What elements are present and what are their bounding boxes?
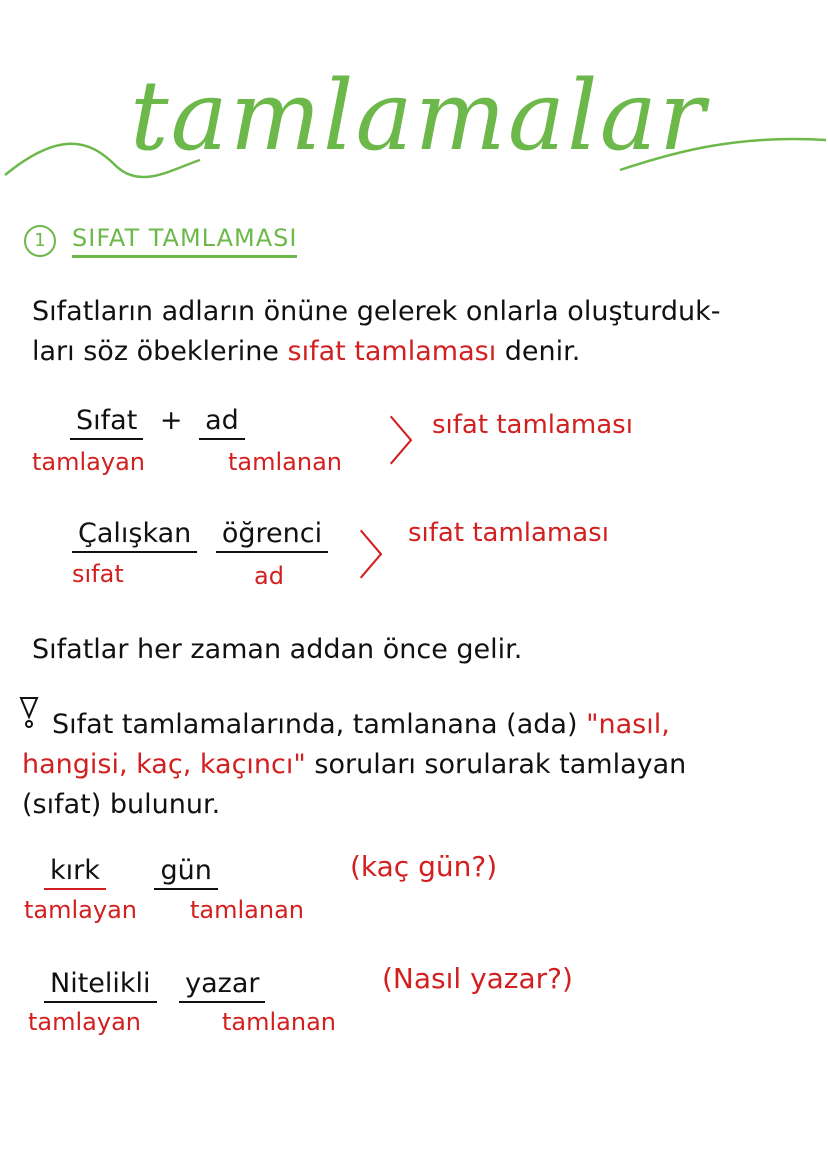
section-number-badge: 1 [24, 225, 56, 257]
example2-word-2: gün [154, 855, 217, 890]
example3-role-2: tamlanan [222, 1008, 336, 1036]
example1-word-1: Çalışkan [72, 518, 197, 553]
formula-role-1: tamlayan [32, 448, 145, 476]
example3-word-1: Nitelikli [44, 968, 157, 1003]
example2-role-2: tamlanan [190, 896, 304, 924]
example3-role-1: tamlayan [28, 1008, 141, 1036]
definition-line-2-suffix: denir. [504, 336, 581, 367]
definition-line-1: Sıfatların adların önüne gelerek onlarla oluşturduk- [32, 296, 721, 327]
note-line-1-prefix: Sıfat tamlamalarında, tamlanana (ada) [52, 709, 578, 740]
formula-brace: 〉 [388, 413, 441, 473]
example1-row [72, 518, 328, 549]
example1-role-1: sıfat [72, 560, 124, 588]
example2-row [44, 855, 218, 886]
note-line-2-quote: hangisi, kaç, kaçıncı" [22, 749, 306, 780]
note-line-1 [52, 705, 670, 745]
rule-text: Sıfatlar her zaman addan önce gelir. [32, 634, 523, 665]
example1-word-2: öğrenci [216, 518, 328, 553]
example2-question: (kaç gün?) [350, 850, 498, 883]
definition-line-2 [32, 332, 580, 372]
formula-row [70, 405, 245, 436]
note-line-2 [22, 745, 686, 785]
formula-role-2: tamlanan [228, 448, 342, 476]
formula-word-1: Sıfat [70, 405, 143, 440]
definition-line-2-prefix: ları söz öbeklerine [32, 336, 279, 367]
example2-word-1: kırk [44, 855, 106, 890]
formula-result: sıfat tamlaması [432, 410, 633, 440]
definition-term: sıfat tamlaması [287, 336, 497, 367]
example1-brace: 〉 [358, 527, 411, 587]
example2-role-1: tamlayan [24, 896, 137, 924]
example1-result: sıfat tamlaması [408, 518, 609, 548]
note-line-2-suffix: soruları sorularak tamlayan [314, 749, 687, 780]
example3-word-2: yazar [179, 968, 265, 1003]
formula-word-2: ad [199, 405, 245, 440]
page-title: tamlamalar [130, 60, 707, 172]
section-title: SIFAT TAMLAMASI [72, 224, 297, 258]
note-line-1-quote: "nasıl, [586, 709, 670, 740]
formula-plus: + [159, 405, 183, 436]
example3-row [44, 968, 265, 999]
example3-question: (Nasıl yazar?) [382, 962, 573, 995]
note-line-3: (sıfat) bulunur. [22, 789, 221, 820]
example1-role-2: ad [254, 562, 284, 590]
warning-icon [18, 695, 40, 729]
